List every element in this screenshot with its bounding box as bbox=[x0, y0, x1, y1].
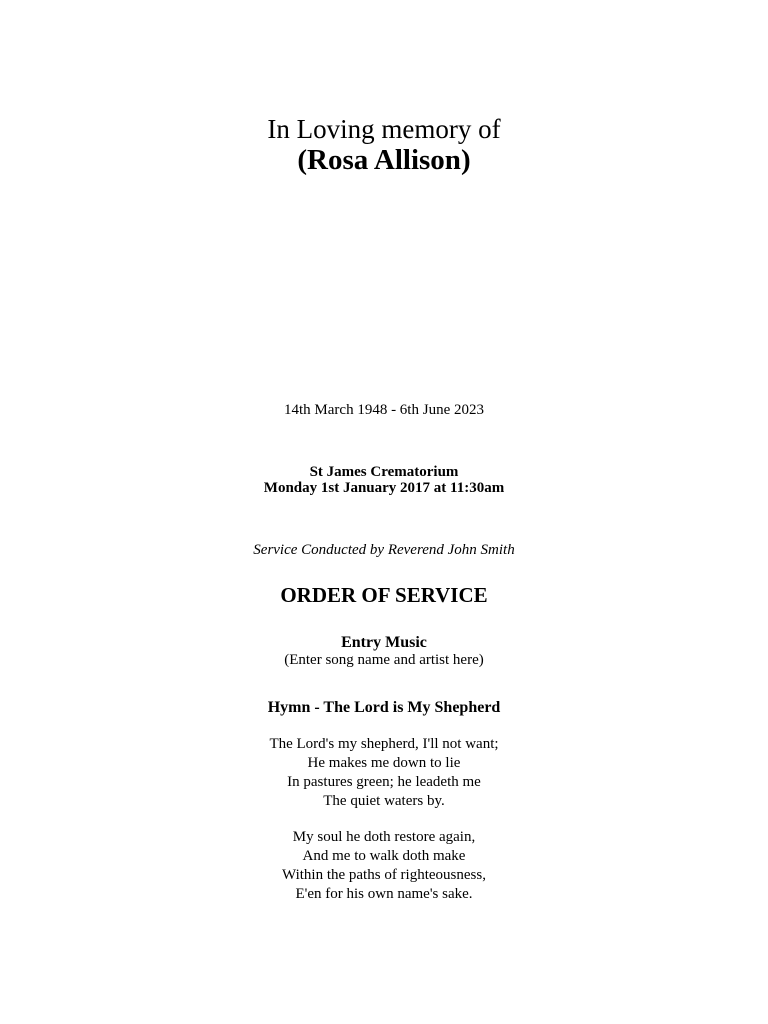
deceased-name: (Rosa Allison) bbox=[297, 144, 471, 176]
verse-line: In pastures green; he leadeth me bbox=[287, 774, 481, 790]
verse-line: The Lord's my shepherd, I'll not want; bbox=[269, 736, 499, 752]
entry-music-note: (Enter song name and artist here) bbox=[284, 652, 484, 668]
verse-line: E'en for his own name's sake. bbox=[295, 886, 473, 902]
entry-music-title: Entry Music bbox=[341, 634, 427, 651]
hymn-verse-2 bbox=[0, 828, 768, 904]
hymn-verse-1 bbox=[0, 735, 768, 811]
officiant-line: Service Conducted by Reverend John Smith bbox=[253, 542, 515, 558]
verse-line: Within the paths of righteousness, bbox=[282, 867, 486, 883]
memorial-heading: In Loving memory of bbox=[267, 114, 501, 144]
verse-line: He makes me down to lie bbox=[307, 755, 461, 771]
service-datetime: Monday 1st January 2017 at 11:30am bbox=[263, 480, 505, 496]
life-dates: 14th March 1948 - 6th June 2023 bbox=[284, 402, 484, 418]
order-of-service-title: ORDER OF SERVICE bbox=[280, 583, 488, 607]
verse-line: My soul he doth restore again, bbox=[292, 829, 476, 845]
hymn-title: Hymn - The Lord is My Shepherd bbox=[267, 699, 501, 716]
venue-name: St James Crematorium bbox=[309, 464, 459, 480]
verse-line: The quiet waters by. bbox=[323, 793, 445, 809]
service-venue-block bbox=[0, 464, 768, 496]
verse-line: And me to walk doth make bbox=[302, 848, 466, 864]
